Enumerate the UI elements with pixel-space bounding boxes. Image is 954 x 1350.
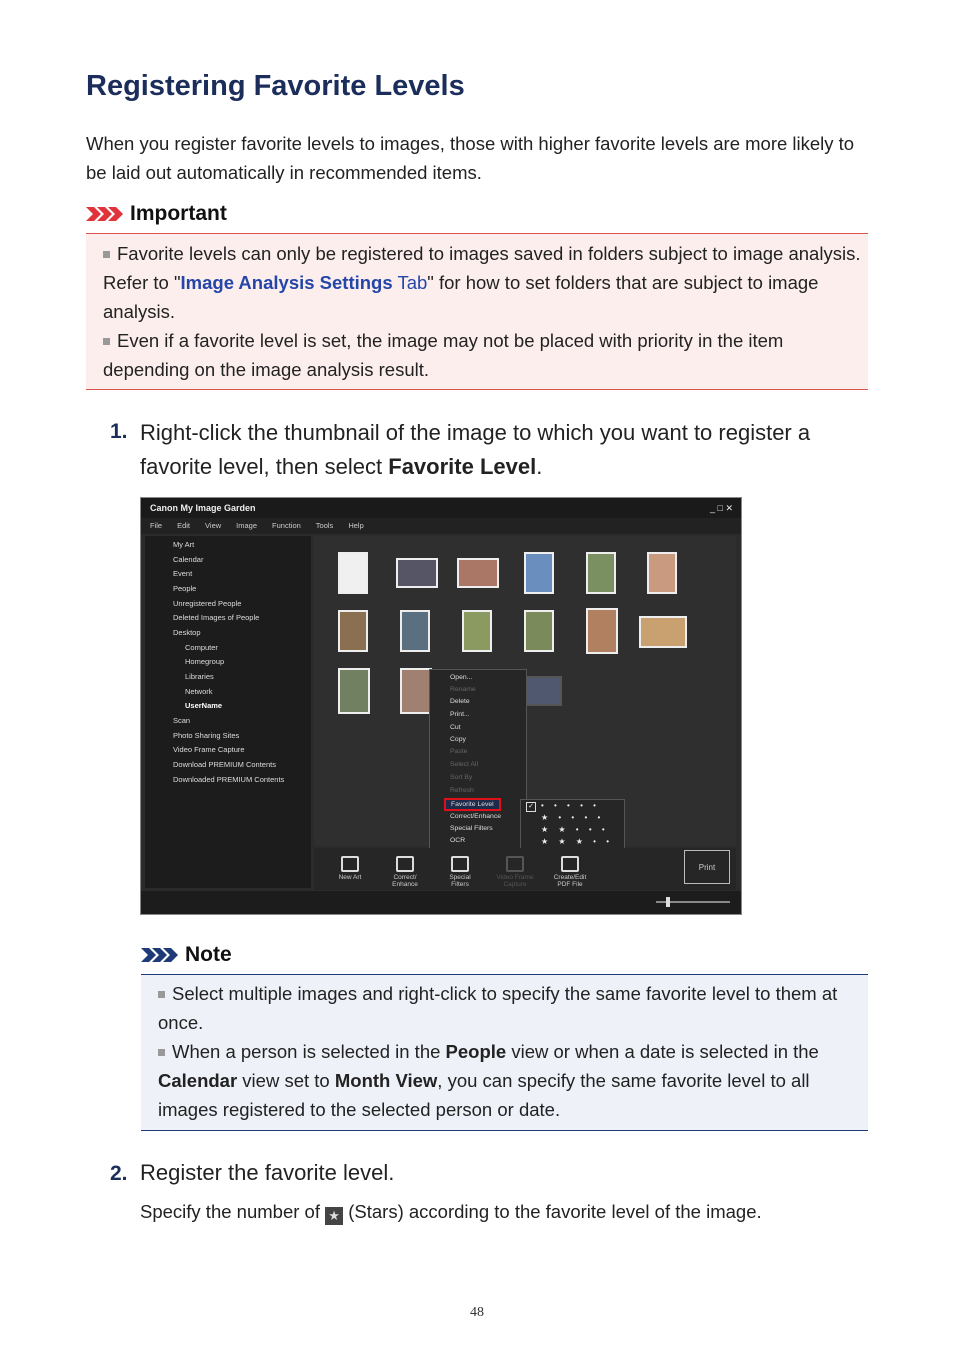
favorite-level-0[interactable]: • • • • • [541,801,600,810]
sidebar-item-photo-sharing[interactable]: Photo Sharing Sites [173,731,240,740]
context-refresh: Refresh [450,787,474,794]
favorite-level-2[interactable]: ★ ★ • • • [541,825,609,834]
thumbnail[interactable] [524,676,562,706]
context-sort-by: Sort By [450,774,473,781]
important-bullet-1: Favorite levels can only be registered to images saved in folders subject to image analysis. Refer to "Image Analysis Settings Tab" for how to set folders that are subject to image analysis. [103,243,861,322]
note-heading: Note [141,943,232,967]
thumbnail[interactable] [457,558,499,588]
thumbnail-selected[interactable] [400,668,432,714]
check-icon: ✓ [526,802,536,812]
star-icon: ★ [325,1207,343,1225]
context-paste: Paste [450,748,468,755]
app-sidebar [145,536,311,888]
bullet-icon [158,1049,165,1056]
sidebar-item-people[interactable]: People [173,584,197,593]
sidebar-item-username[interactable]: UserName [185,701,223,710]
bullet-icon [158,991,165,998]
thumbnail[interactable] [396,558,438,588]
note-bullet-2: When a person is selected in the People view or when a date is selected in the Calendar view set to Month View, you can specify the same favorite level to all images registered to the selected person or date. [158,1041,819,1120]
sidebar-item-downloaded-premium[interactable]: Downloaded PREMIUM Contents [173,775,285,784]
context-correct-enhance[interactable]: Correct/Enhance [450,813,502,820]
sidebar-item-network[interactable]: Network [185,687,213,696]
bullet-icon [103,251,110,258]
special-filters-icon [451,856,469,872]
pdf-icon [561,856,579,872]
app-menubar [141,518,741,534]
menu-edit[interactable]: Edit [177,521,191,530]
thumbnail[interactable] [524,610,554,652]
step-1-text: Right-click the thumbnail of the image to which you want to register a favorite level, then select Favorite Level. [140,420,811,479]
sidebar-item-desktop[interactable]: Desktop [173,628,201,637]
context-menu [429,669,527,851]
context-delete[interactable]: Delete [450,698,470,705]
sidebar-item-video-frame[interactable]: Video Frame Capture [173,745,245,754]
menu-file[interactable]: File [150,521,163,530]
sidebar-item-homegroup[interactable]: Homegroup [185,657,225,666]
thumbnail[interactable] [338,668,370,714]
thumbnail[interactable] [338,610,368,652]
zoom-slider-handle[interactable] [666,897,670,907]
favorite-level-1[interactable]: ★ • • • • [541,813,605,822]
page-title: Registering Favorite Levels [86,70,465,102]
page-number: 48 [470,1305,484,1320]
context-select-all: Select All [450,761,478,768]
sidebar-item-my-art[interactable]: My Art [173,540,195,549]
menu-help[interactable]: Help [348,521,364,530]
menu-view[interactable]: View [205,521,222,530]
correct-enhance-button[interactable]: Correct/ Enhance [385,856,425,888]
create-edit-pdf-button[interactable]: Create/Edit PDF File [550,856,590,888]
menu-function[interactable]: Function [272,521,301,530]
sidebar-item-libraries[interactable]: Libraries [185,672,214,681]
note-bullet-1: Select multiple images and right-click to specify the same favorite level to them at once. [158,983,838,1033]
context-special-filters[interactable]: Special Filters [450,825,493,832]
image-analysis-settings-link[interactable]: Image Analysis Settings [180,272,393,293]
thumbnail[interactable] [586,552,616,594]
video-frame-capture-button: Video Frame Capture [495,856,535,888]
video-frame-icon [506,856,524,872]
sidebar-item-scan[interactable]: Scan [173,716,191,725]
step-2-detail: Specify the number of ★ (Stars) according to the favorite level of the image. [140,1201,762,1223]
new-art-icon [341,856,359,872]
important-bullet-2: Even if a favorite level is set, the image may not be placed with priority in the item depending on the image analysis result. [103,330,784,380]
print-button[interactable]: Print [684,850,730,884]
thumbnail[interactable] [338,552,368,594]
special-filters-button[interactable]: Special Filters [440,856,480,888]
context-copy[interactable]: Copy [450,736,466,743]
app-toolbar [314,848,736,890]
app-titlebar: Canon My Image Garden _ □ ✕ [141,498,741,518]
sidebar-item-download-premium[interactable]: Download PREMIUM Contents [173,760,276,769]
thumbnail[interactable] [400,610,430,652]
new-art-button[interactable]: New Art [330,856,370,881]
app-statusbar [141,891,741,914]
step-1-number: 1. [110,420,128,443]
thumbnail[interactable] [639,616,687,648]
context-rename: Rename [450,686,476,693]
intro-paragraph: When you register favorite levels to images, those with higher favorite levels are more likely to be laid out automatically in recommended items. [86,133,855,183]
sidebar-item-event[interactable]: Event [173,569,193,578]
context-print[interactable]: Print... [450,711,470,718]
important-heading: Important [86,202,227,226]
sidebar-item-unregistered-people[interactable]: Unregistered People [173,599,242,608]
thumbnail[interactable] [462,610,492,652]
thumbnail[interactable] [524,552,554,594]
context-open[interactable]: Open... [450,674,473,681]
sidebar-item-calendar[interactable]: Calendar [173,555,204,564]
context-ocr[interactable]: OCR [450,837,466,844]
app-screenshot [140,497,742,915]
window-controls[interactable]: _ □ ✕ [710,503,733,513]
note-chevrons-icon [141,946,181,964]
favorite-level-3[interactable]: ★ ★ ★ • • [541,837,614,846]
important-box [86,233,868,390]
context-favorite-level[interactable]: Favorite Level [444,798,501,811]
step-2-text: Register the favorite level. [140,1160,395,1185]
context-cut[interactable]: Cut [450,724,461,731]
thumbnail[interactable] [586,608,618,654]
note-box [141,974,868,1131]
step-2-number: 2. [110,1162,128,1185]
correct-enhance-icon [396,856,414,872]
menu-image[interactable]: Image [236,521,258,530]
important-chevrons-icon [86,205,126,223]
sidebar-item-computer[interactable]: Computer [185,643,218,652]
sidebar-item-deleted-people[interactable]: Deleted Images of People [173,613,260,622]
bullet-icon [103,338,110,345]
menu-tools[interactable]: Tools [315,521,334,530]
thumbnail[interactable] [647,552,677,594]
